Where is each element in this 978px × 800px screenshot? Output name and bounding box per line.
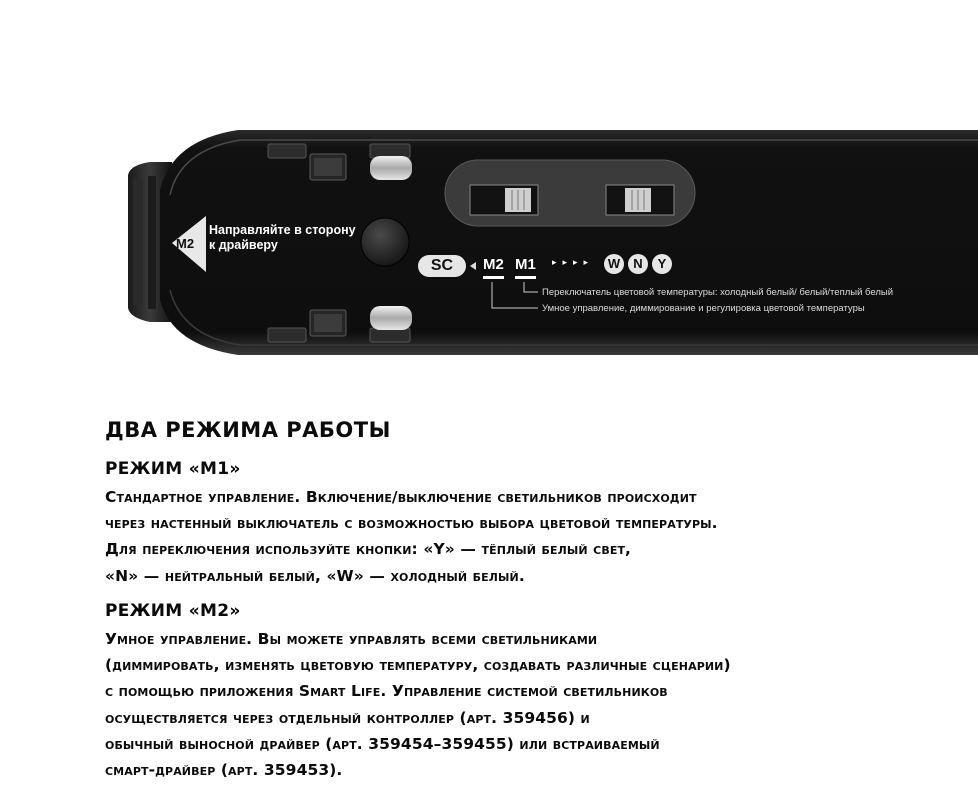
note-m2: Умное управление, диммирование и регулировка цветовой температуры <box>542 303 865 314</box>
mode2-line: обычный выносной драйвер (арт. 359454–359455) или встраиваемый <box>105 734 660 753</box>
mode2-description <box>105 626 945 783</box>
track-driver-illustration <box>0 0 978 380</box>
mode-m1-tag <box>515 256 536 279</box>
mode1-line: «N» — нейтральный белый, «W» — холодный белый. <box>105 566 525 585</box>
device-body-graphic <box>0 0 978 380</box>
mode2-heading: РЕЖИМ «M2» <box>105 601 241 621</box>
direction-text: Направляйте в сторону к драйверу <box>209 223 356 252</box>
mode2-line: смарт-драйвер (арт. 359453). <box>105 761 343 780</box>
mode-m2-tag <box>483 256 504 279</box>
mode1-line: через настенный выключатель с возможностью выбора цветовой температуры. <box>105 514 718 533</box>
mode2-line: осуществляется через отдельный контроллер (арт. 359456) и <box>105 708 590 727</box>
note-m1: Переключатель цветовой температуры: холодный белый/ белый/теплый белый <box>542 287 894 298</box>
mode2-line: с помощью приложения Smart Life. Управление системой светильников <box>105 682 668 701</box>
mode2-line: (диммировать, изменять цветовую температуру, создавать различные сценарии) <box>105 656 731 675</box>
color-button-w: W <box>604 254 624 274</box>
mode1-line: Стандартное управление. Включение/выключение светильников происходит <box>105 488 697 506</box>
mode1-heading: РЕЖИМ «M1» <box>105 459 241 479</box>
mode1-description <box>105 484 945 589</box>
direction-badge: M2 <box>176 236 195 251</box>
mode2-line: Умное управление. Вы можете управлять всеми светильниками <box>105 630 598 648</box>
page-title: ДВА РЕЖИМА РАБОТЫ <box>105 418 391 442</box>
mode-m1-label: M1 <box>515 256 536 273</box>
color-button-n: N <box>628 254 648 274</box>
mode-m1-underline <box>515 276 536 279</box>
sc-label: SC <box>418 255 466 277</box>
color-button-y: Y <box>652 254 672 274</box>
mode-m2-label: M2 <box>483 256 504 273</box>
mode1-line: Для переключения используйте кнопки: «Y» — тёплый белый свет, <box>105 540 632 559</box>
mode-m2-underline <box>483 276 504 279</box>
arrow-right-icons: ▸▸▸▸ <box>552 258 595 268</box>
